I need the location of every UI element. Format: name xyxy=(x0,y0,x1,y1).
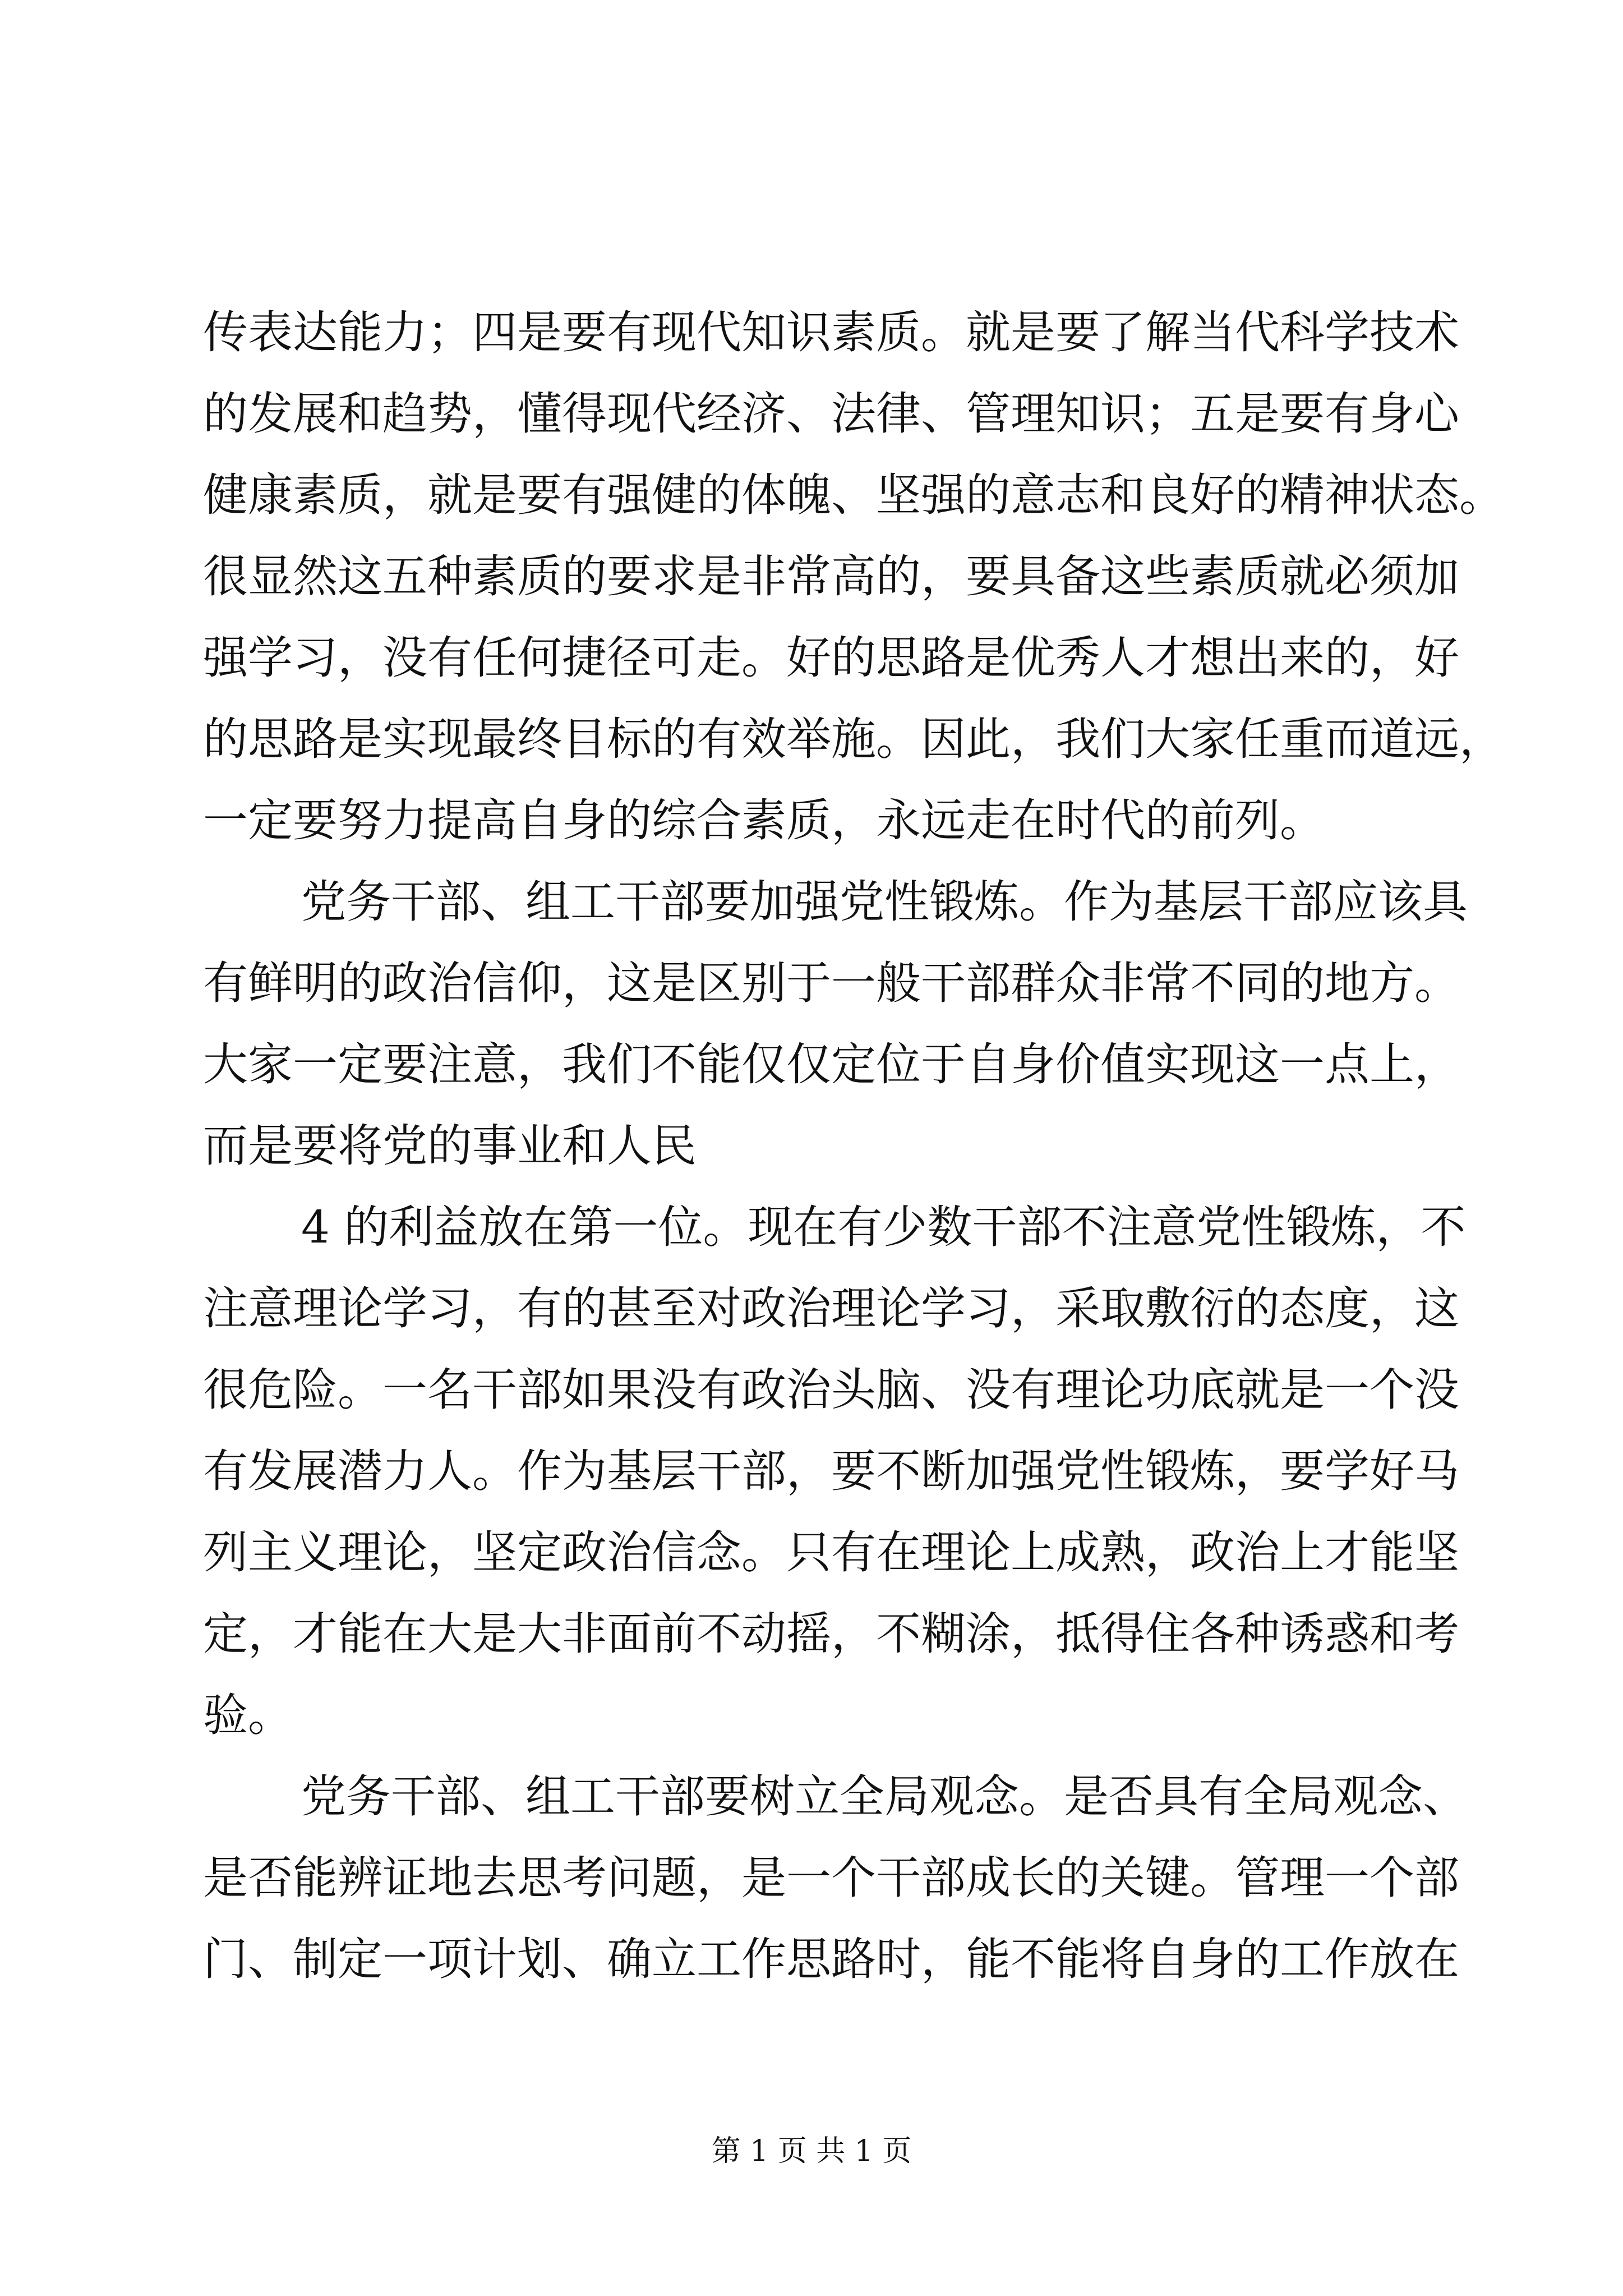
text-line: 大家一定要注意，我们不能仅仅定位于自身价值实现这一点上， xyxy=(203,1038,1459,1091)
text-line: 注意理论学习，有的甚至对政治理论学习，采取敷衍的态度，这 xyxy=(203,1282,1459,1335)
text-line: 健康素质，就是要有强健的体魄、坚强的意志和良好的精神状态。 xyxy=(203,469,1504,521)
text-line: 传表达能力；四是要有现代知识素质。就是要了解当代科学技术 xyxy=(203,306,1459,358)
text-line: 4 的利益放在第一位。现在有少数干部不注意党性锻炼，不 xyxy=(301,1201,1466,1253)
text-line: 很显然这五种素质的要求是非常高的，要具备这些素质就必须加 xyxy=(203,550,1459,602)
text-line: 定，才能在大是大非面前不动摇，不糊涂，抵得住各种诱惑和考 xyxy=(203,1608,1459,1660)
text-line: 党务干部、组工干部要加强党性锻炼。作为基层干部应该具 xyxy=(301,876,1468,928)
text-line: 很危险。一名干部如果没有政治头脑、没有理论功底就是一个没 xyxy=(203,1364,1459,1416)
text-line: 而是要将党的事业和人民 xyxy=(203,1120,697,1172)
text-line: 强学习，没有任何捷径可走。好的思路是优秀人才想出来的，好 xyxy=(203,632,1459,684)
page-number-label: 第 1 页 共 1 页 xyxy=(711,2134,912,2168)
text-line: 验。 xyxy=(203,1689,293,1741)
document-body xyxy=(203,292,1504,2000)
text-line: 的发展和趋势，懂得现代经济、法律、管理知识；五是要有身心 xyxy=(203,388,1459,440)
text-line: 是否能辨证地去思考问题，是一个干部成长的关键。管理一个部 xyxy=(203,1852,1459,1904)
text-line: 党务干部、组工干部要树立全局观念。是否具有全局观念、 xyxy=(301,1770,1468,1823)
text-line: 门、制定一项计划、确立工作思路时，能不能将自身的工作放在 xyxy=(203,1933,1459,1985)
page-footer xyxy=(0,2132,1623,2171)
text-line: 的思路是实现最终目标的有效举施。因此，我们大家任重而道远， xyxy=(203,713,1504,765)
text-line: 有发展潜力人。作为基层干部，要不断加强党性锻炼，要学好马 xyxy=(203,1445,1459,1497)
text-line: 有鲜明的政治信仰，这是区别于一般干部群众非常不同的地方。 xyxy=(203,957,1459,1009)
text-line: 一定要努力提高自身的综合素质，永远走在时代的前列。 xyxy=(203,794,1325,846)
text-line: 列主义理论，坚定政治信念。只有在理论上成熟，政治上才能坚 xyxy=(203,1526,1459,1579)
